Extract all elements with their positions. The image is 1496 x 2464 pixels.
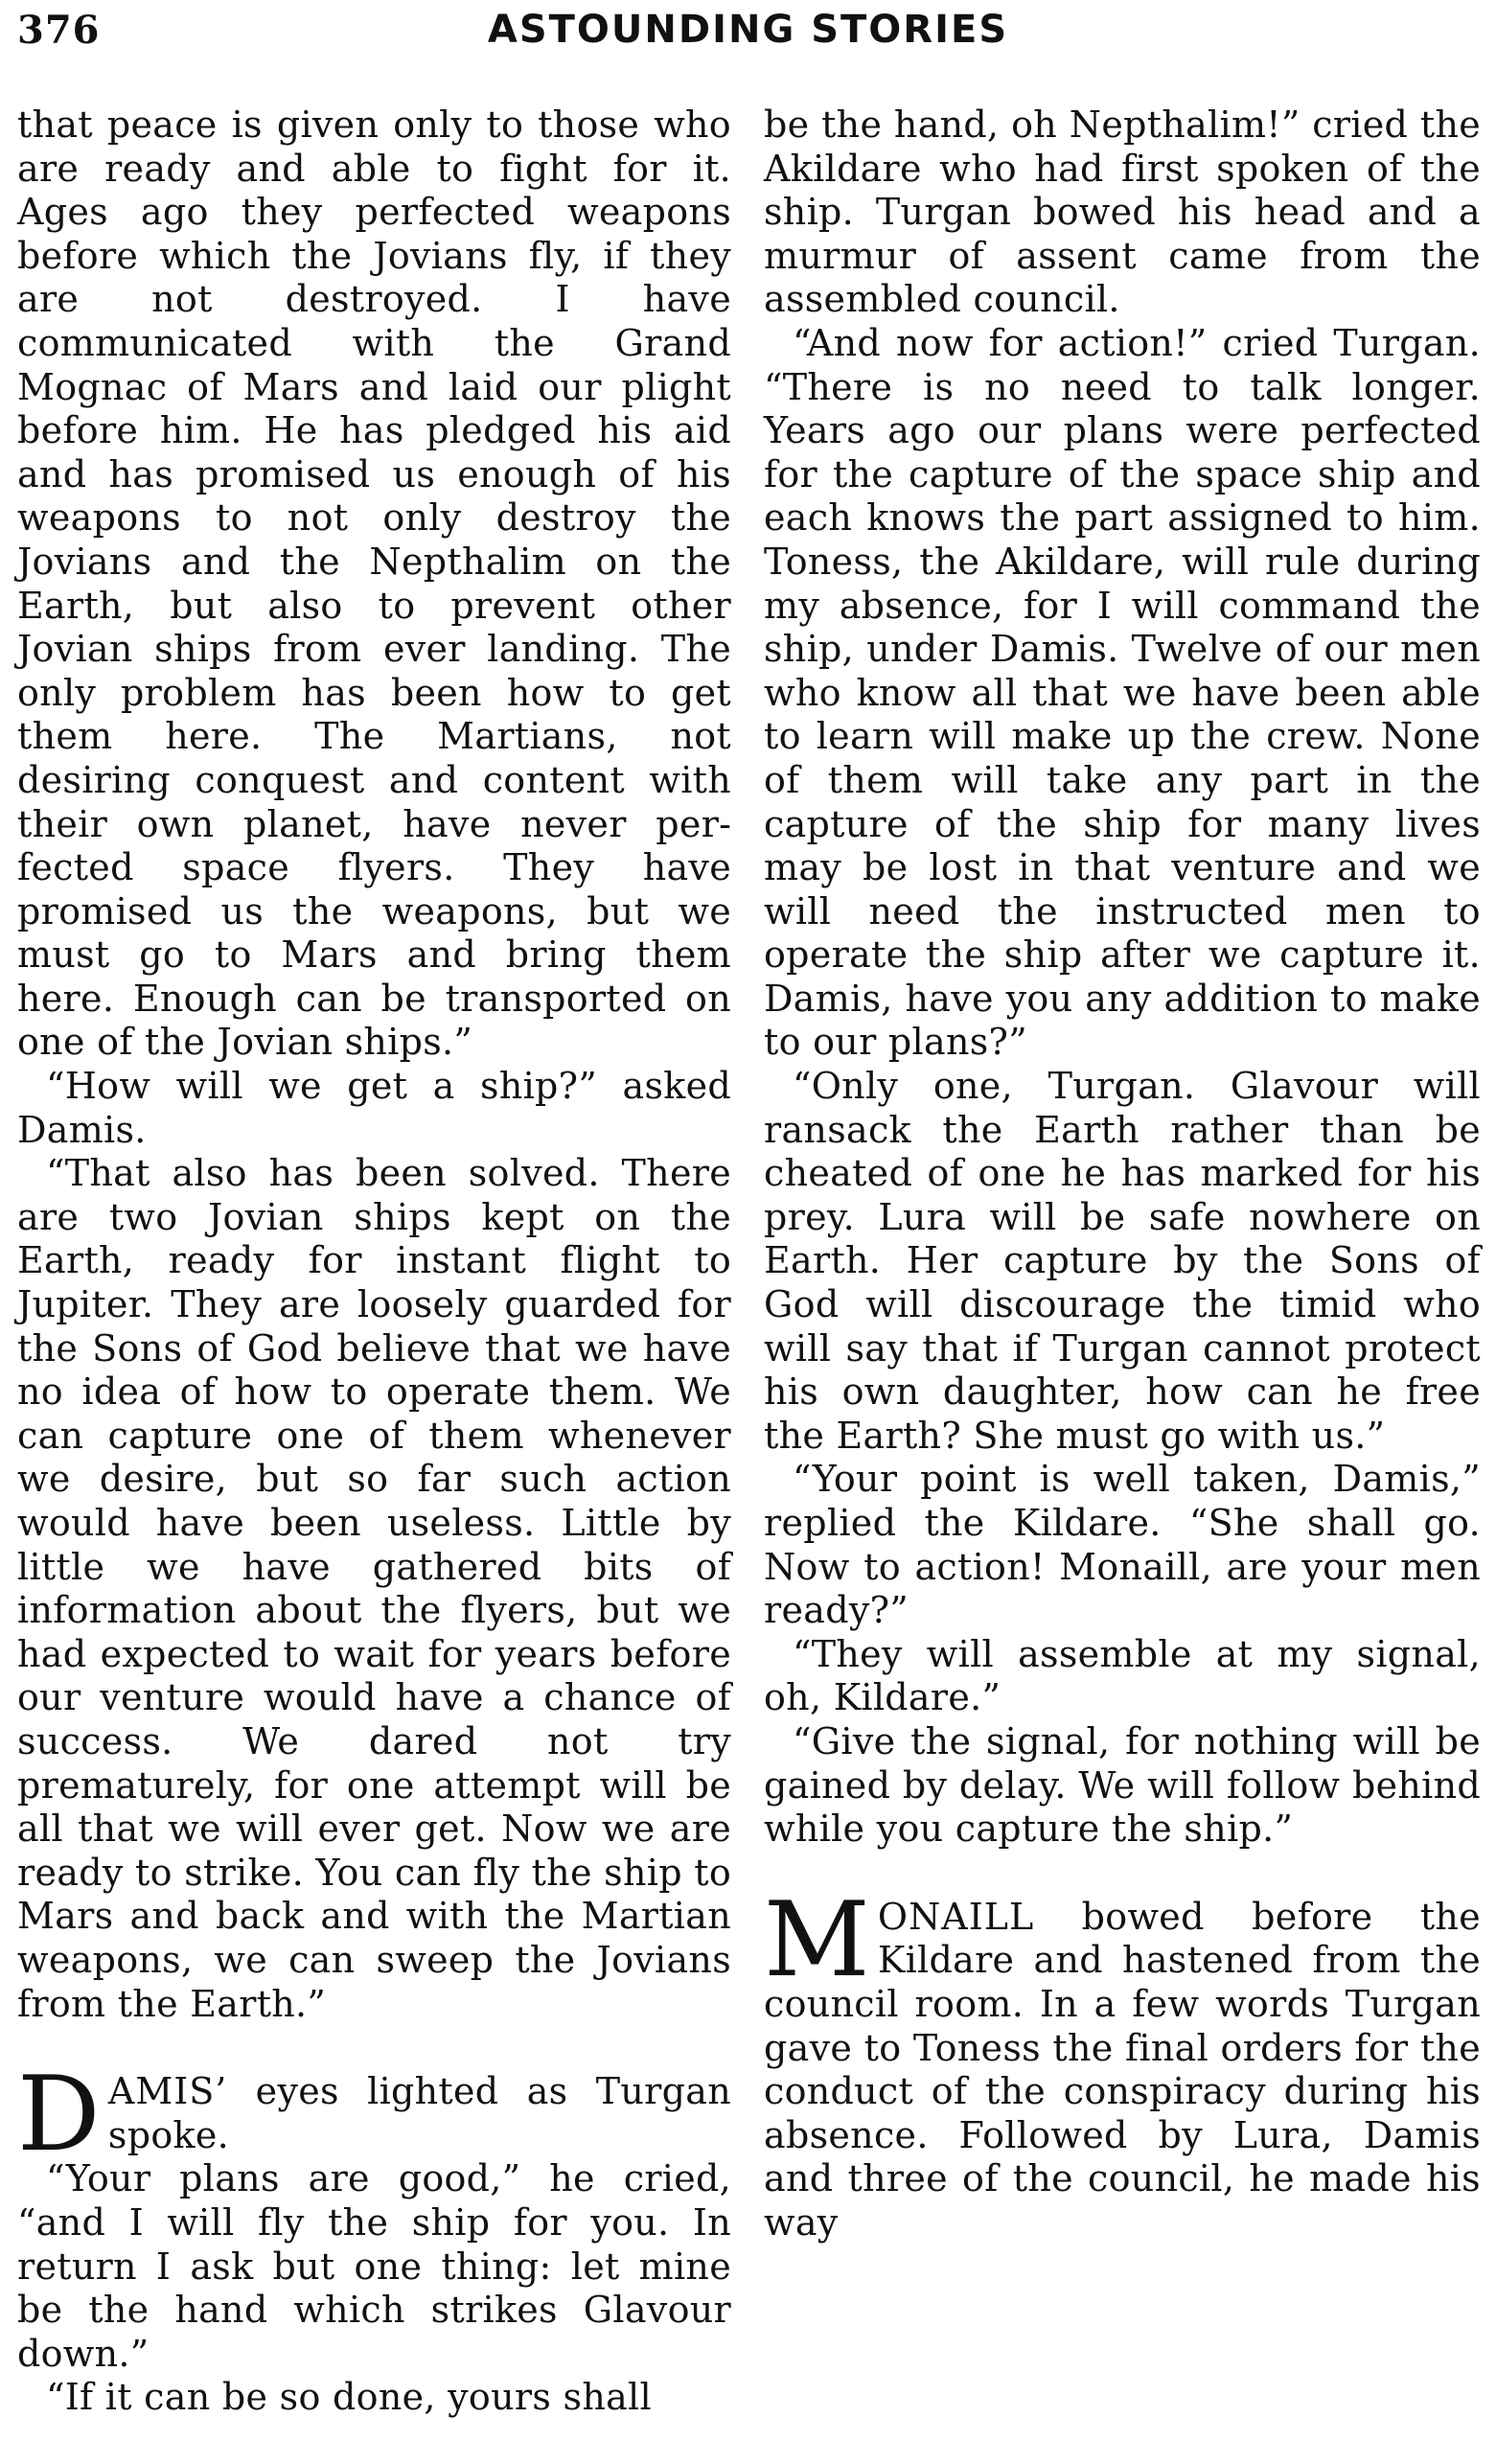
paragraph: “Your plans are good,” he cried, “and I will fly the ship for you. In return I ask but one thing: let mine be the hand which strikes Glavour down.” (17, 2157, 731, 2375)
page-number: 376 (17, 8, 101, 53)
small-caps-lead: AMIS’ (107, 2070, 228, 2113)
magazine-title: ASTOUNDING STORIES (487, 8, 1009, 52)
dropcap-paragraph (17, 2055, 731, 2176)
paragraph: “That also has been solved. There are two Jovian ships kept on the Earth, ready for instant flight to Jupiter. They are loosely guarded for the Sons of God believe that we have no idea of how to operate them. We can capture one of them whenever we desire, but so far such action would have been useless. Little by little we have gathered bits of information about the flyers, but we had expected to wait for years before our venture would have a chance of success. We dared not try prematurely, for one attempt will be all that we will ever get. Now we are ready to strike. You can fly the ship to Mars and back and with the Martian weapons, we can sweep the Jovians from the Earth.” (17, 1152, 731, 2025)
paragraph: “Give the signal, for nothing will be gained by delay. We will follow behind while you capture the ship.” (764, 1719, 1481, 1851)
paragraph-text: bowed before the Kildare and hastened from the council room. In a few words Turgan gave to Toness the final orders for the conduct of the conspiracy during his absence. Followed by Lura, Damis and three of the council, he made his way (764, 1895, 1481, 2244)
paragraph: “How will we get a ship?” asked Damis. (17, 1065, 731, 1151)
left-column (17, 104, 731, 2420)
dropcap-paragraph (764, 1879, 1481, 2245)
paragraph: “If it can be so done, yours shall (46, 2376, 652, 2419)
small-caps-lead: ONAILL (877, 1895, 1035, 1938)
paragraph: “Your point is well taken, Damis,” replied the Kildare. “She shall go. Now to action! Monaill, are your men ready?” (764, 1458, 1481, 1632)
paragraph: that peace is given only to those who are ready and able to fight for it. Ages ago they perfected weapons before which the Jovians fly, if they are not destroyed. I have communicated with the Grand Mognac of Mars and laid our plight before him. He has pledged his aid and has promised us enough of his weapons to not only destroy the Jovians and the Nepthalim on the Earth, but also to prevent other Jovian ships from ever landing. The only problem has been how to get them here. The Martians, not desiring conquest and content with their own planet, have never perfected space flyers. They have promised us the weapons, but we must go to Mars and bring them here. Enough can be transported on one of the Jovian ships.” (17, 104, 731, 1064)
right-column (764, 104, 1481, 2245)
drop-cap: D (17, 2055, 101, 2176)
running-head (17, 8, 1479, 65)
paragraph: be the hand, oh Nepthalim!” cried the Akildare who had first spoken of the ship. Turgan bowed his head and a murmur of assent came from the assembled council. (764, 104, 1481, 321)
paragraph: “And now for action!” cried Turgan. “There is no need to talk longer. Years ago our plans were perfected for the capture of the space ship and each knows the part assigned to him. Toness, the Akildare, will rule during my absence, for I will command the ship, under Damis. Twelve of our men who know all that we have been able to learn will make up the crew. None of them will take any part in the capture of the ship for many lives may be lost in that venture and we will need the instructed men to operate the ship after we capture it. Damis, have you any addition to make to our plans?” (764, 321, 1481, 1064)
paragraph: “Only one, Turgan. Glavour will ransack the Earth rather than be cheated of one he has marked for his prey. Lura will be safe nowhere on Earth. Her capture by the Sons of God will discourage the timid who will say that if Turgan cannot protect his own daughter, how can he free the Earth? She must go with us.” (764, 1065, 1481, 1457)
drop-cap: M (764, 1879, 870, 2000)
paragraph: “They will assemble at my signal, oh, Kildare.” (764, 1632, 1481, 1719)
section-break (17, 2026, 731, 2070)
section-break (764, 1852, 1481, 1896)
paragraph-text: eyes lighted as Turgan spoke. (107, 2070, 731, 2156)
